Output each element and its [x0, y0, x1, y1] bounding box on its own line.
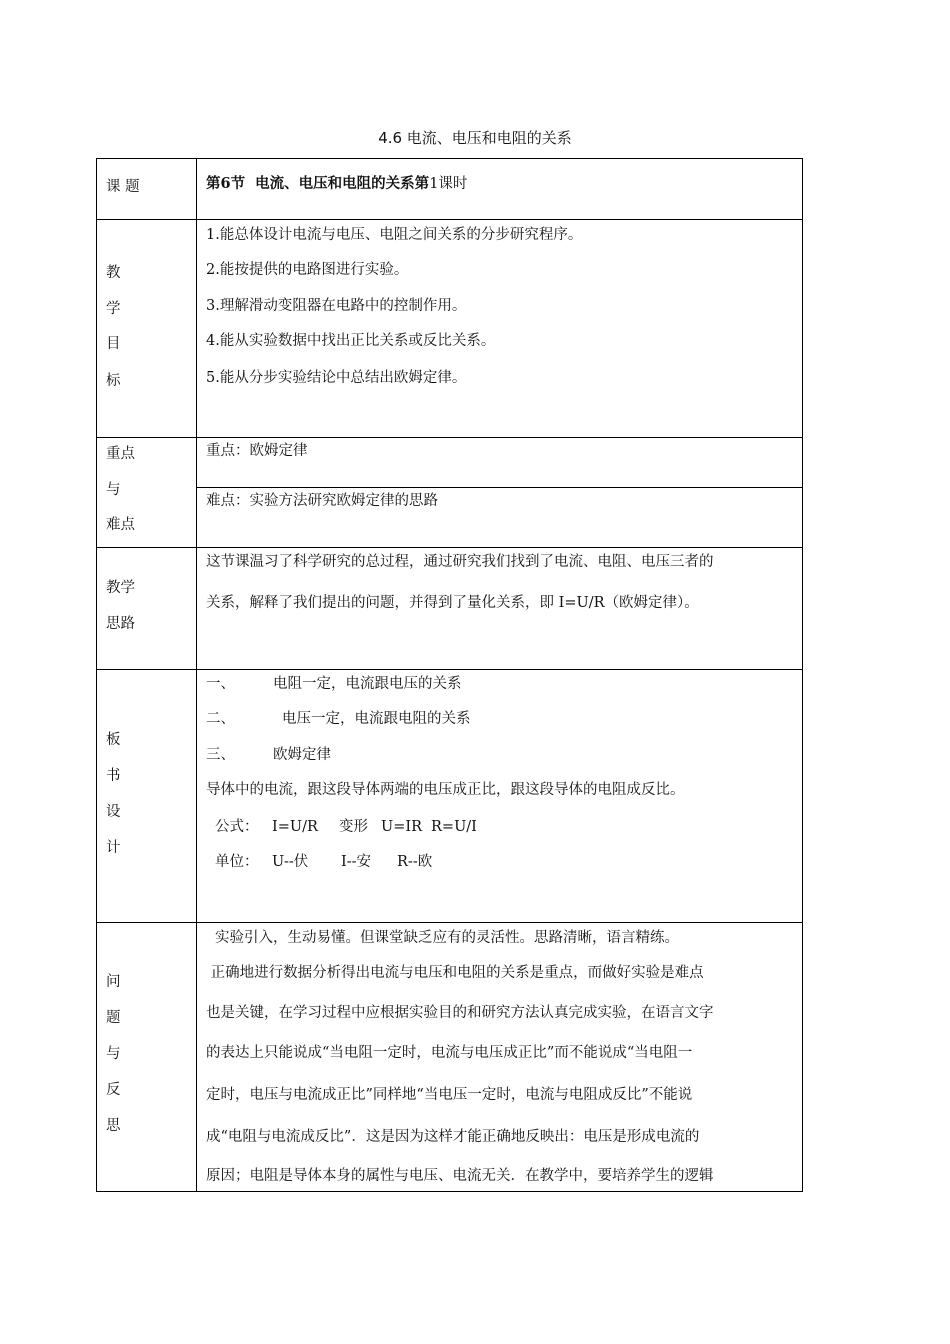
formula-variant: R=U/I [431, 819, 477, 835]
board-item-number: 二、 [206, 711, 235, 727]
teaching-idea-label: 思路 [106, 616, 135, 632]
board-item-number: 三、 [206, 747, 235, 763]
formula-label: 公式： [215, 819, 259, 835]
row-divider [96, 219, 803, 220]
board-label-char: 计 [106, 840, 121, 856]
board-item-number: 一、 [206, 676, 235, 692]
goals-label-char: 目 [106, 336, 121, 352]
unit-voltage: U--伏 [272, 854, 309, 870]
goal-item: 1.能总体设计电流与电压、电阻之间关系的分步研究程序。 [206, 227, 583, 243]
unit-label: 单位： [215, 854, 259, 870]
difficulty-point: 难点：实验方法研究欧姆定律的思路 [206, 493, 438, 509]
goal-item: 4.能从实验数据中找出正比关系或反比关系。 [206, 333, 496, 349]
reflection-line: 也是关键，在学习过程中应根据实验目的和研究方法认真完成实验，在语言文字 [206, 1005, 714, 1021]
table-border-left [96, 158, 97, 1192]
teaching-idea-label: 教学 [106, 580, 135, 596]
row-divider [96, 437, 803, 438]
formula: I=U/R [272, 819, 318, 835]
reflection-label-char: 思 [106, 1118, 121, 1134]
row-divider [96, 669, 803, 670]
reflection-line: 成“电阻与电流成反比”．这是因为这样才能正确地反映出：电压是形成电流的 [206, 1129, 700, 1145]
column-divider [196, 158, 197, 1192]
reflection-line: 正确地进行数据分析得出电流与电压和电阻的关系是重点，而做好实验是难点 [206, 965, 704, 981]
unit-current: I--安 [341, 854, 372, 870]
reflection-label-char: 与 [106, 1046, 121, 1062]
key-points-label: 难点 [106, 517, 135, 533]
key-points-label: 重点 [106, 446, 135, 462]
table-border-top [96, 158, 803, 159]
formula-variant: U=IR [381, 819, 423, 835]
reflection-line: 的表达上只能说成“当电阻一定时，电流与电压成正比”而不能说成“当电阻一 [206, 1045, 693, 1061]
board-item-text: 欧姆定律 [273, 747, 331, 763]
reflection-line: 定时，电压与电流成正比”同样地“当电压一定时，电流与电阻成反比”不能说 [206, 1087, 693, 1103]
reflection-line: 原因；电阻是导体本身的属性与电压、电流无关．在教学中，要培养学生的逻辑 [206, 1168, 714, 1184]
board-item-text: 电压一定，电流跟电阻的关系 [282, 711, 471, 727]
reflection-label-char: 反 [106, 1082, 121, 1098]
goal-item: 5.能从分步实验结论中总结出欧姆定律。 [206, 370, 467, 386]
topic-label: 课 题 [106, 179, 140, 195]
reflection-paragraph: 实验引入，生动易懂。但课堂缺乏应有的灵活性。思路清晰，语言精练。 [215, 930, 679, 946]
teaching-idea-text: 这节课温习了科学研究的总过程，通过研究我们找到了电流、电阻、电压三者的 [206, 554, 714, 570]
board-label-char: 书 [106, 768, 121, 784]
topic-value [206, 175, 467, 193]
key-points-label: 与 [106, 482, 121, 498]
table-border-bottom [96, 1191, 803, 1192]
board-label-char: 板 [106, 732, 121, 748]
goals-label-char: 学 [106, 301, 121, 317]
page-title: 4.6 电流、电压和电阻的关系 [378, 129, 572, 147]
formula-variant-label: 变形 [339, 819, 368, 835]
reflection-label-char: 问 [106, 974, 121, 990]
row-divider-sub [196, 487, 803, 488]
row-divider [96, 922, 803, 923]
key-point: 重点：欧姆定律 [206, 443, 308, 459]
row-divider [96, 547, 803, 548]
board-item-text: 电阻一定，电流跟电压的关系 [273, 676, 462, 692]
goal-item: 3.理解滑动变阻器在电路中的控制作用。 [206, 298, 467, 314]
goal-item: 2.能按提供的电路图进行实验。 [206, 262, 409, 278]
board-label-char: 设 [106, 804, 121, 820]
teaching-idea-text: 关系，解释了我们提出的问题，并得到了量化关系，即 I=U/R（欧姆定律）。 [206, 595, 699, 611]
goals-label-char: 教 [106, 265, 121, 281]
reflection-label-char: 题 [106, 1010, 121, 1026]
ohms-law-statement: 导体中的电流，跟这段导体两端的电压成正比，跟这段导体的电阻成反比。 [206, 782, 685, 798]
topic-lesson-period: 1课时 [429, 176, 468, 192]
goals-label-char: 标 [106, 373, 121, 389]
topic-lesson-title: 第6节 电流、电压和电阻的关系第 [206, 175, 430, 192]
unit-resistance: R--欧 [397, 854, 433, 870]
table-border-right [802, 158, 803, 1192]
